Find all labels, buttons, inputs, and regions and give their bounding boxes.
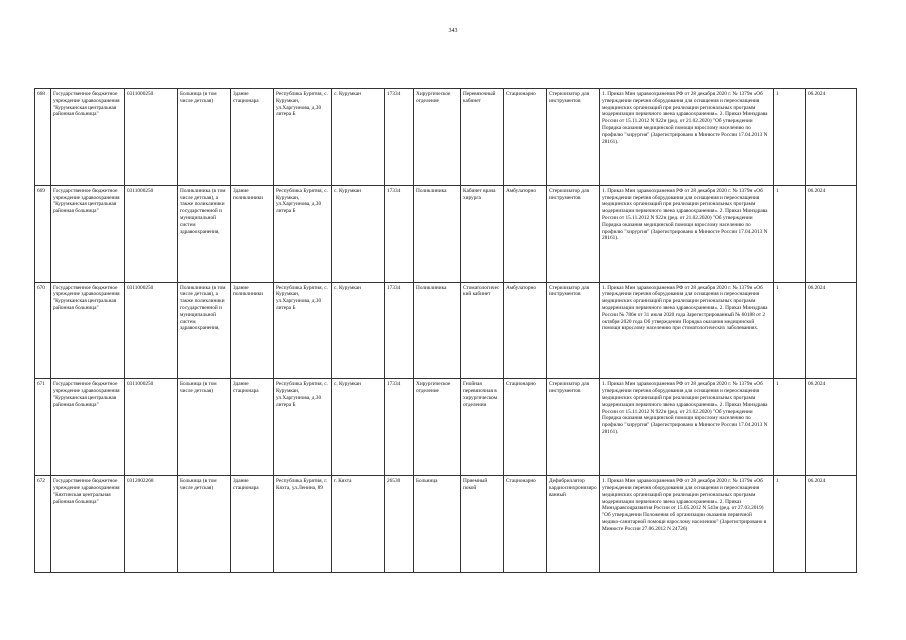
facility-type: Поликлиника (в том числе детская), а также поликлиники государственной и муниципальной систем здравоохранения, [178,185,231,282]
equipment-name: Дефибриллятор кардиосинхронизированный [547,476,600,573]
planned-date: 06.2024 [806,282,857,379]
legal-basis: 1. Приказ Мин здравоохранения РФ от 28 декабря 2020 г. № 1379н «Об утверждении перечня оборудования для оснащения и переоснащения медицинских организаций при реализации региональных программ модернизации первичного звена здравоохранения». 2. Приказ Минздрава России от 15.11.2012 N 922н (ред. от 21.02.2020) "Об утверждении Порядка оказания медицинской помощи взрослому населению по профилю "хирургия" (Зарегистрировано в Минюсте России 17.04.2013 N 28161). [600,89,774,186]
oktmo-code: 17334 [385,379,414,476]
planned-date: 06.2024 [806,379,857,476]
table-row [35,476,857,573]
department: Поликлиника [414,282,461,379]
planned-date: 06.2024 [806,185,857,282]
building-name: Здание поликлиники [231,282,274,379]
facility-type: Больница (в том числе детская) [178,476,231,573]
row-number: 672 [35,476,51,573]
table-row [35,185,857,282]
legal-basis: 1. Приказ Мин здравоохранения РФ от 28 декабря 2020 г. № 1379н «Об утверждении перечня оборудования для оснащения и переоснащения медицинских организаций при реализации региональных программ модернизации первичного звена здравоохранения». 2. Приказ Минздрава России № 786н от 31 июля 2020 года Зарегистрированный № 60188 от 2 октября 2020 года Об утверждении Порядка оказания медицинской помощи взрослому населению при стоматологических заболеваниях. [600,282,774,379]
organization-code: 0311000250 [125,89,178,186]
legal-basis: 1. Приказ Мин здравоохранения РФ от 28 декабря 2020 г. № 1379н «Об утверждении перечня оборудования для оснащения и переоснащения медицинских организаций при реализации региональных программ модернизации первичного звена здравоохранения». 2. Приказ Минздрава России от 15.11.2012 N 922н (ред. от 21.02.2020) "Об утверждении Порядка оказания медицинской помощи взрослому населению по профилю "хирургия" (Зарегистрировано в Минюсте России 17.04.2013 N 28161). [600,379,774,476]
quantity: 1 [774,379,806,476]
planned-date: 06.2024 [806,476,857,573]
table-row [35,282,857,379]
room: Стоматологический кабинет [461,282,504,379]
equipment-name: Стерилизатор для инструментов [547,282,600,379]
planned-date: 06.2024 [806,89,857,186]
oktmo-code: 26530 [385,476,414,573]
quantity: 1 [774,476,806,573]
organization-name: Государственное бюджетное учреждение здравоохранения "Курумканская центральная районная больница" [51,379,125,476]
care-form: Стационарно [504,89,547,186]
building-name: Здание стационара [231,89,274,186]
organization-code: 0312002268 [125,476,178,573]
organization-code: 0311000250 [125,379,178,476]
room: Гнойная перевязочная в хирургическом отделении [461,379,504,476]
organization-code: 0311000250 [125,185,178,282]
address: Республика Бурятия, г. Кяхта, ул.Ленина, 89 [274,476,332,573]
row-number: 670 [35,282,51,379]
care-form: Стационарно [504,379,547,476]
locality: с. Курумкан [332,282,385,379]
building-name: Здание поликлиники [231,185,274,282]
table-row [35,379,857,476]
legal-basis: 1. Приказ Мин здравоохранения РФ от 28 декабря 2020 г. № 1379н «Об утверждении перечня оборудования для оснащения и переоснащения медицинских организаций при реализации региональных программ модернизации первичного звена здравоохранения». 2. Приказ Минздрава России от 15.11.2012 N 922н (ред. от 21.02.2020) "Об утверждении Порядка оказания медицинской помощи взрослому населению по профилю "хирургия" (Зарегистрировано в Минюсте России 17.04.2013 N 28161). [600,185,774,282]
locality: с. Курумкан [332,185,385,282]
organization-code: 0311000250 [125,282,178,379]
organization-name: Государственное бюджетное учреждение здравоохранения "Курумканская центральная районная больница" [51,282,125,379]
room: Перевязочный кабинет [461,89,504,186]
locality: г. Кяхта [332,476,385,573]
address: Республика Бурятия, с. Курумкан, ул.Харгуинова, д.30 литера Б [274,282,332,379]
row-number: 668 [35,89,51,186]
address: Республика Бурятия, с. Курумкан, ул.Харгуинова, д.30 литера Б [274,185,332,282]
room: Кабинет врача хирурга [461,185,504,282]
legal-basis: 1. Приказ Мин здравоохранения РФ от 28 декабря 2020 г. № 1379н «Об утверждении перечня оборудования для оснащения и переоснащения медицинских организаций при реализации региональных программ модернизации первичного звена здравоохранения». 2. Приказ Минздравсоцразвития России от 15.05.2012 N 543н (ред. от 27.03.2019) "Об утверждении Положения об организации оказания первичной медико-санитарной помощи взрослому населению" (Зарегистрировано в Минюсте России 27.06.2012 N 24726) [600,476,774,573]
quantity: 1 [774,89,806,186]
row-number: 669 [35,185,51,282]
department: Хирургическое отделение [414,379,461,476]
facility-type: Больница (в том числе детская) [178,89,231,186]
quantity: 1 [774,185,806,282]
room: Приемный покой [461,476,504,573]
page-number: 343 [448,28,458,34]
department: Хирургическое отделение [414,89,461,186]
organization-name: Государственное бюджетное учреждение здравоохранения "Курумканская центральная районная больница" [51,185,125,282]
oktmo-code: 17334 [385,282,414,379]
equipment-register-table [34,88,857,573]
oktmo-code: 17334 [385,89,414,186]
department: Больница [414,476,461,573]
address: Республика Бурятия, с. Курумкан, ул.Харгуинова, д.30 литера Б [274,89,332,186]
care-form: Стационарно [504,476,547,573]
locality: с. Курумкан [332,89,385,186]
facility-type: Поликлиника (в том числе детская), а также поликлиники государственной и муниципальной систем здравоохранения, [178,282,231,379]
oktmo-code: 17334 [385,185,414,282]
care-form: Амбулаторно [504,185,547,282]
row-number: 671 [35,379,51,476]
locality: с. Курумкан [332,379,385,476]
care-form: Амбулаторно [504,282,547,379]
equipment-name: Стерилизатор для инструментов [547,379,600,476]
address: Республика Бурятия, с. Курумкан, ул.Харгуинова, д.30 литера Б [274,379,332,476]
table-row [35,89,857,186]
facility-type: Больница (в том числе детская) [178,379,231,476]
organization-name: Государственное бюджетное учреждение здравоохранения "Кяхтинская центральная районная больница" [51,476,125,573]
organization-name: Государственное бюджетное учреждение здравоохранения "Курумканская центральная районная больница" [51,89,125,186]
equipment-name: Стерилизатор для инструментов [547,89,600,186]
building-name: Здание стационара [231,476,274,573]
quantity: 1 [774,282,806,379]
building-name: Здание стационара [231,379,274,476]
department: Поликлиника [414,185,461,282]
equipment-name: Стерилизатор для инструментов [547,185,600,282]
